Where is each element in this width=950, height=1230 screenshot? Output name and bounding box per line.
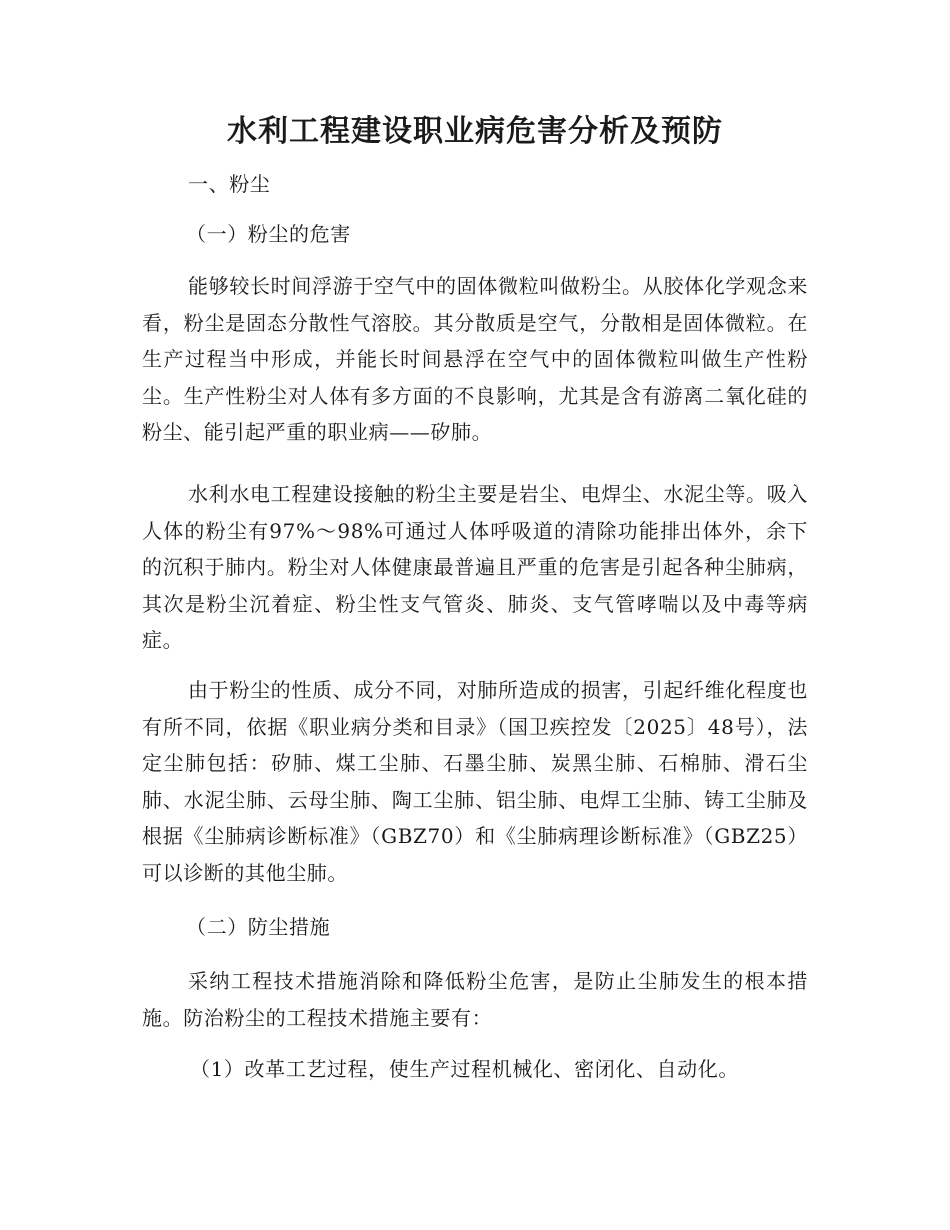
- subsection-heading-prevention: （二）防尘措施: [186, 915, 331, 939]
- section-heading-dust: 一、粉尘: [188, 172, 271, 196]
- list-item-process-reform: （1）改革工艺过程，使生产过程机械化、密闭化、自动化。: [190, 1057, 739, 1081]
- paragraph-dust-definition: 能够较长时间浮游于空气中的固体微粒叫做粉尘。从胶体化学观念来看，粉尘是固态分散性气溶胶。其分散质是空气，分散相是固体微粒。在生产过程当中形成，并能长时间悬浮在空气中的固体微粒叫做生产性粉尘。生产性粉尘对人体有多方面的不良影响，尤其是含有游离二氧化硅的粉尘、能引起严重的职业病——矽肺。: [142, 274, 808, 445]
- subsection-heading-hazards: （一）粉尘的危害: [186, 222, 351, 246]
- document-title: 水利工程建设职业病危害分析及预防: [227, 114, 723, 149]
- paragraph-pneumoconiosis-types: 由于粉尘的性质、成分不同，对肺所造成的损害，引起纤维化程度也有所不同，依据《职业病分类和目录》（国卫疾控发〔2025〕48号），法定尘肺包括：矽肺、煤工尘肺、石墨尘肺、炭黑尘肺、石棉肺、滑石尘肺、水泥尘肺、云母尘肺、陶工尘肺、铝尘肺、电焊工尘肺、铸工尘肺及根据《尘肺病诊断标准》（GBZ70）和《尘肺病理诊断标准》（GBZ25）可以诊断的其他尘肺。: [142, 678, 808, 885]
- paragraph-engineering-measures: 采纳工程技术措施消除和降低粉尘危害，是防止尘肺发生的根本措施。防治粉尘的工程技术措施主要有：: [142, 969, 808, 1030]
- paragraph-hydropower-dust: 水利水电工程建设接触的粉尘主要是岩尘、电焊尘、水泥尘等。吸入人体的粉尘有97%～98%可通过人体呼吸道的清除功能排出体外，余下的沉积于肺内。粉尘对人体健康最普遍且严重的危害是引起各种尘肺病，其次是粉尘沉着症、粉尘性支气管炎、肺炎、支气管哮喘以及中毒等病症。: [142, 482, 808, 653]
